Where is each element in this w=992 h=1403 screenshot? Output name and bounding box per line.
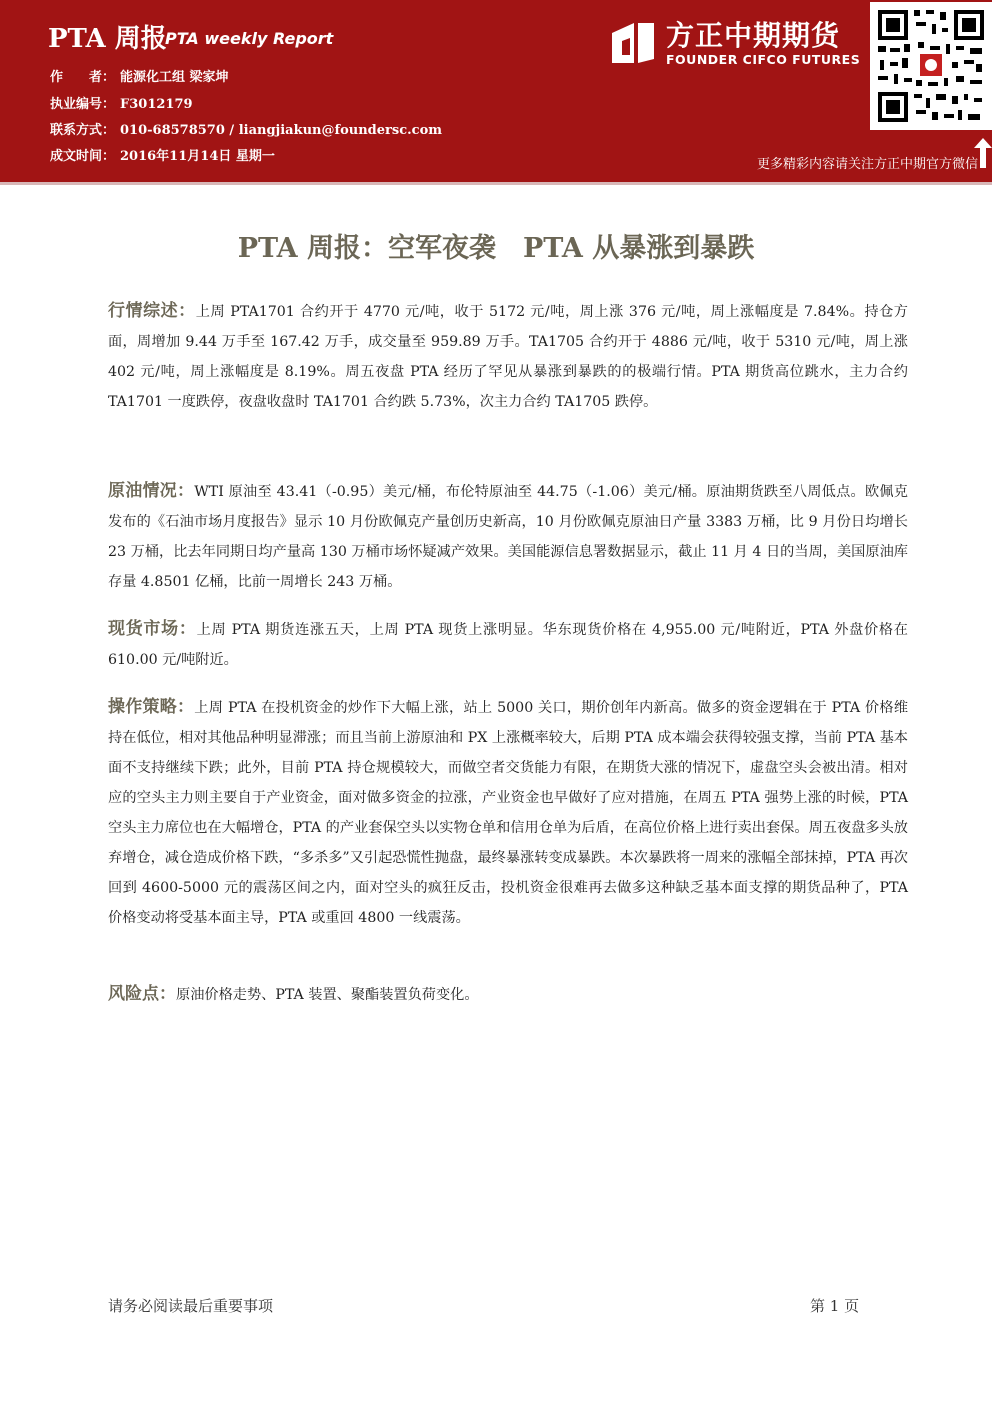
contact-row (50, 119, 442, 138)
report-subtitle: PTA weekly Report (165, 29, 334, 48)
date-row (50, 145, 275, 164)
section-risk (108, 979, 908, 1010)
section-heading: 现货市场： (108, 619, 197, 639)
contact-label: 联系方式： (50, 123, 116, 138)
header-divider (0, 174, 992, 182)
section-text: 原油价格走势、PTA 装置、聚酯装置负荷变化。 (176, 987, 479, 1003)
logo-mark-icon (608, 19, 656, 67)
author-row (50, 66, 229, 85)
license-label: 执业编号： (50, 97, 116, 112)
section-crude-oil (108, 476, 908, 597)
section-heading: 原油情况： (108, 481, 195, 501)
section-text: 上周 PTA 期货连涨五天，上周 PTA 现货上涨明显。华东现货价格在 4,955.00 元/吨附近，PTA 外盘价格在 610.00 元/吨附近。 (108, 622, 908, 668)
section-heading: 行情综述： (108, 301, 196, 321)
contact-value[interactable]: 010-68578570 / liangjiakun@foundersc.com (120, 123, 442, 138)
up-arrow-icon (974, 138, 992, 168)
report-header (0, 0, 992, 174)
author-value: 能源化工组 梁家坤 (120, 70, 229, 85)
logo-chinese-name: 方正中期期货 (666, 19, 841, 52)
section-spot-market (108, 614, 908, 675)
section-text: 上周 PTA 在投机资金的炒作下大幅上涨，站上 5000 关口，期价创年内新高。做多的资金逻辑在于 PTA 价格维持在低位，相对其他品种明显滞涨；而且当前上游原油和 PX 上涨概率较大，后期 PTA 成本端会获得较强支撑，当前 PTA 基本面不支持继续下跌；此外，目前 PTA 持仓规模较大，而做空者交货能力有限，在期货大涨的情况下，虚盘空头会被出清。相对应的空头主力则主要自于产业资金，面对做多资金的拉涨，产业资金也早做好了应对措施，在周五 PTA 强势上涨的时候，PTA 空头主力席位也在大幅增仓，PTA 的产业套保空头以实物仓单和信用仓单为后盾，在高位价格上进行卖出套保。周五夜盘多头放弃增仓，减仓造成价格下跌，“多杀多”又引起恐慌性抛盘，最终暴涨转变成暴跌。本次暴跌将一周来的涨幅全部抹掉，PTA 再次回到 4600-5000 元的震荡区间之内，面对空头的疯狂反击，投机资金很难再去做多这种缺乏基本面支撑的期货品种了，PTA 价格变动将受基本面主导，PTA 或重回 4800 一线震荡。 (108, 700, 909, 926)
author-label: 作 者： (50, 70, 116, 85)
section-heading: 风险点： (108, 984, 176, 1004)
document-title: PTA 周报：空军夜袭 PTA 从暴涨到暴跌 (237, 233, 755, 264)
follow-wechat-text: 更多精彩内容请关注方正中期官方微信 (756, 157, 978, 172)
qr-code-icon[interactable] (870, 2, 992, 130)
report-title: PTA 周报 (48, 24, 167, 54)
date-value: 2016年11月14日 星期一 (120, 149, 275, 164)
date-label: 成文时间： (50, 149, 116, 164)
company-logo (606, 14, 862, 70)
page-number: 第 1 页 (810, 1297, 860, 1315)
footer-notice: 请务必阅读最后重要事项 (108, 1297, 274, 1315)
section-text: 上周 PTA1701 合约开于 4770 元/吨，收于 5172 元/吨，周上涨 376 元/吨，周上涨幅度是 7.84%。持仓方面，周增加 9.44 万手至 167.42 万手，成交量至 959.89 万手。TA1705 合约开于 4886 元/吨，收于 5310 元/吨，周上涨 402 元/吨，周上涨幅度是 8.19%。周五夜盘 PTA 经历了罕见从暴涨到暴跌的的极端行情。PTA 期货高位跳水，主力合约 TA1701 一度跌停，夜盘收盘时 TA1701 合约跌 5.73%，次主力合约 TA1705 跌停。 (108, 304, 908, 410)
qr-code-graphic (870, 2, 992, 130)
logo-english-name: FOUNDER CIFCO FUTURES (666, 52, 861, 67)
section-strategy (108, 692, 908, 933)
section-text: WTI 原油至 43.41（-0.95）美元/桶，布伦特原油至 44.75（-1.06）美元/桶。原油期货跌至八周低点。欧佩克发布的《石油市场月度报告》显示 10 月份欧佩克产量创历史新高，10 月份欧佩克原油日产量 3383 万桶，比 9 月份日均增长 23 万桶，比去年同期日均产量高 130 万桶市场怀疑减产效果。美国能源信息署数据显示，截止 11 月 4 日的当周，美国原油库存量 4.8501 亿桶，比前一周增长 243 万桶。 (108, 484, 908, 590)
section-market-overview (108, 296, 908, 417)
header-divider-light (0, 182, 992, 185)
license-value: F3012179 (120, 97, 193, 112)
section-heading: 操作策略： (108, 697, 195, 717)
license-row (50, 93, 193, 112)
